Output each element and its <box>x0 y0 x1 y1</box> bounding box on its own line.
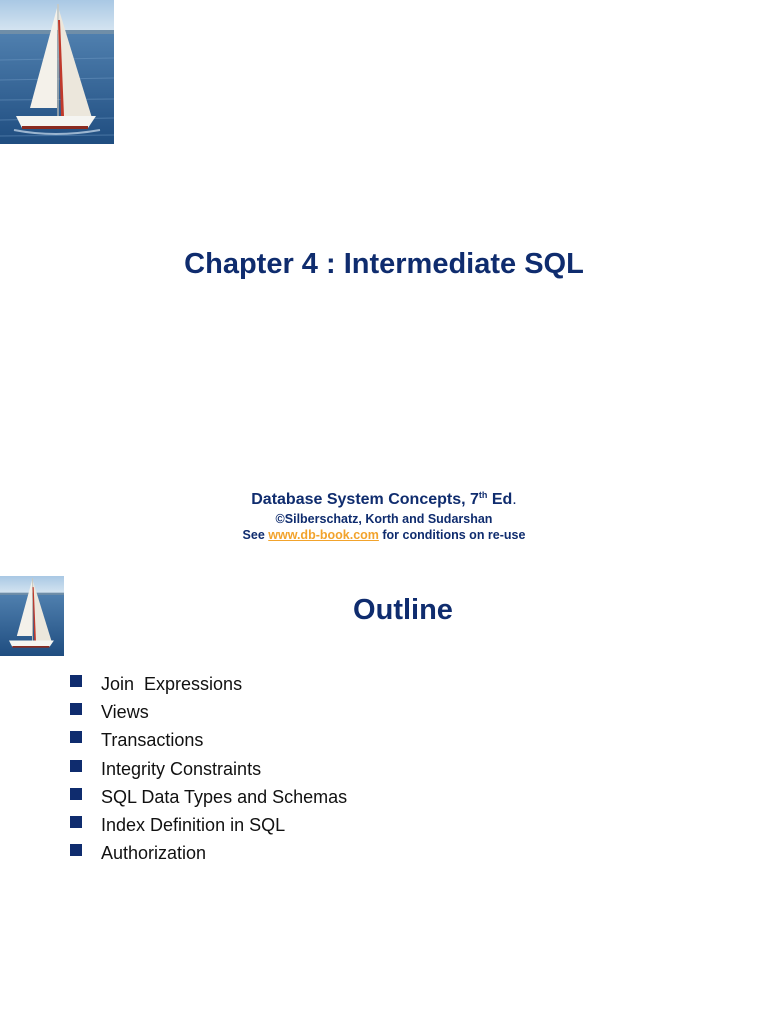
slide-footer <box>0 484 768 543</box>
copyright-text: ©Silberschatz, Korth and Sudarshan <box>275 512 493 526</box>
list-item: Integrity Constraints <box>70 756 347 784</box>
list-item: Join Expressions <box>70 671 347 699</box>
list-item: Authorization <box>70 840 347 868</box>
book-title: Database System Concepts, 7th Ed. <box>251 490 517 508</box>
square-bullet-icon <box>70 731 82 743</box>
square-bullet-icon <box>70 675 82 687</box>
list-item: SQL Data Types and Schemas <box>70 784 347 812</box>
outline-title: Outline <box>353 594 453 626</box>
square-bullet-icon <box>70 760 82 772</box>
chapter-title: Chapter 4 : Intermediate SQL <box>184 248 584 280</box>
square-bullet-icon <box>70 844 82 856</box>
outline-list <box>70 671 347 868</box>
list-item: Views <box>70 699 347 727</box>
square-bullet-icon <box>70 788 82 800</box>
outline-slide <box>0 576 768 1024</box>
sailboat-logo <box>0 0 114 144</box>
square-bullet-icon <box>70 703 82 715</box>
list-item: Index Definition in SQL <box>70 812 347 840</box>
db-book-link[interactable]: www.db-book.com <box>268 528 379 542</box>
reuse-notice: See www.db-book.com for conditions on re-use <box>242 528 526 542</box>
list-item: Transactions <box>70 727 347 755</box>
square-bullet-icon <box>70 816 82 828</box>
